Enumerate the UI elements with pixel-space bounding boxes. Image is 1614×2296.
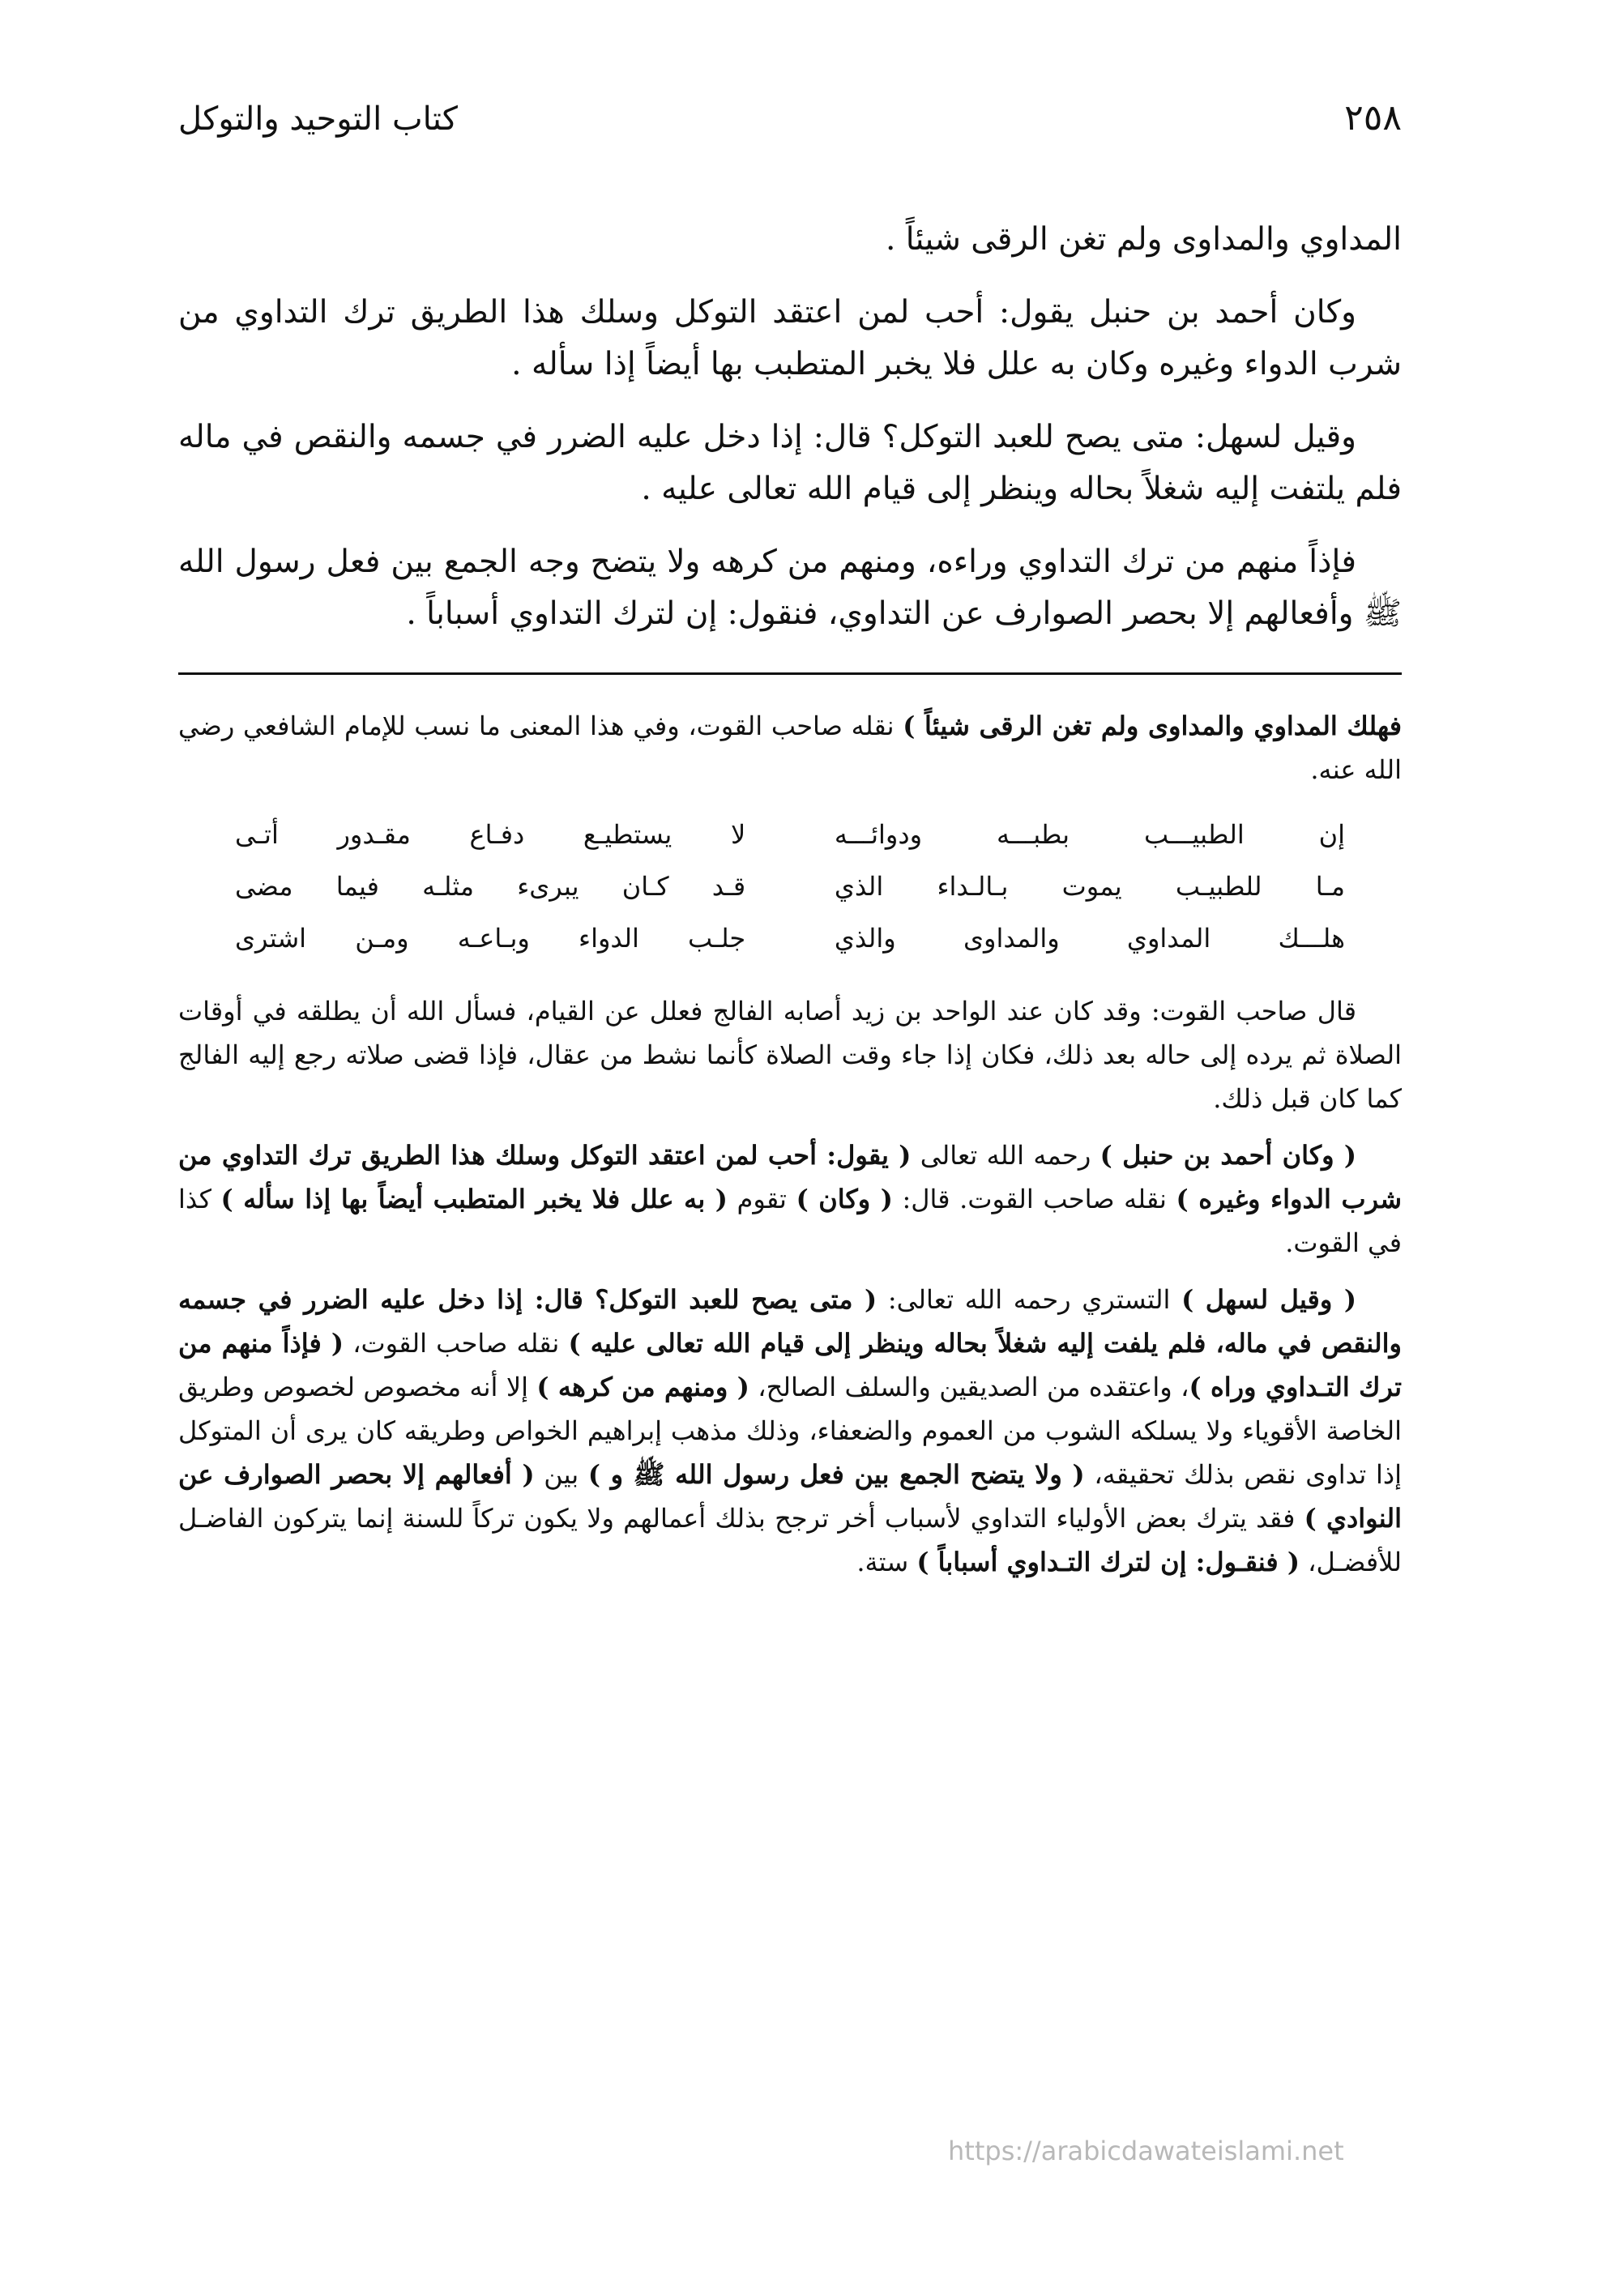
commentary-text: فقد يترك بعض الأولياء التداوي لأسباب أخر ترجح بذلك أعمالهم ولا يكون تركاً للسنة إنما يتركون الفاضـل للأفضـل، bbox=[178, 1503, 1402, 1577]
commentary-text: كذا في القوت. bbox=[178, 1184, 1402, 1258]
poem-verse bbox=[235, 813, 1345, 864]
book-page bbox=[178, 97, 1402, 1597]
quoted-text: ( ولا يتضح الجمع بين فعل رسول الله ﷺ و ) bbox=[587, 1459, 1085, 1490]
poem-hemistich: قـد كـان يبرىء مثلـه فيما مضى bbox=[235, 871, 746, 902]
commentary-text: رحمه الله تعالى bbox=[911, 1140, 1100, 1171]
commentary-text: نقله صاحب القوت، bbox=[344, 1328, 569, 1359]
commentary-text: ، واعتقده من الصديقين والسلف الصالح، bbox=[749, 1372, 1189, 1402]
poem-verse bbox=[235, 864, 1345, 916]
main-paragraph-4: فإذاً منهم من ترك التداوي وراءه، ومنهم من كرهه ولا يتضح وجه الجمع بين فعل رسول الله ﷺ وأفعالهم إلا بحصر الصوارف عن التداوي، فنقول: إن لترك التداوي أسباباً . bbox=[178, 544, 1402, 632]
quoted-text: فهلك المداوي والمداوى ولم تغن الرقى شيئاً ) bbox=[903, 711, 1403, 741]
poem-hemistich: هلـــك المداوي والمداوى والذي bbox=[834, 923, 1345, 954]
quoted-text: ( فإذاً منهم من ترك التـداوي وراه ) bbox=[178, 1328, 1403, 1402]
commentary-text: نقله صاحب القوت، وفي هذا المعنى ما نسب للإمام الشافعي رضي الله عنه. bbox=[178, 711, 1402, 785]
commentary-text: إلا أنه مخصوص لخصوص وطريق الخاصة الأقوياء ولا يسلكه الشوب من العموم والضعفاء، وذلك مذهب إبراهيم الخواص وطريقه كان يرى أن المتوكل إذا تداوى نقص بذلك تحقيقه، bbox=[178, 1372, 1403, 1490]
quoted-text: ( ومنهم من كرهه ) bbox=[536, 1372, 749, 1402]
commentary-text: تقوم bbox=[727, 1184, 796, 1214]
main-paragraph-1: المداوي والمداوى ولم تغن الرقى شيئاً . bbox=[886, 221, 1402, 258]
quoted-text: ( وكان ) bbox=[796, 1184, 893, 1214]
poem-hemistich: إن الطبيـــب بطبـــه ودوائـــه bbox=[834, 819, 1345, 850]
commentary bbox=[178, 704, 1402, 1584]
poem-hemistich: مـا للطبيـب يموت بـالـداء الذي bbox=[834, 871, 1345, 902]
footnote-divider bbox=[178, 672, 1402, 675]
main-paragraph-2: وكان أحمد بن حنبل يقول: أحب لمن اعتقد التوكل وسلك هذا الطريق ترك التداوي من شرب الدواء وغيره وكان به علل فلا يخبر المتطبب بها أيضاً إذا سأله . bbox=[178, 294, 1402, 382]
quoted-text: ( وقيل لسهل ) bbox=[1181, 1284, 1357, 1315]
quoted-text: ( يقول: أحب لمن اعتقد التوكل وسلك هذا الطريق ترك التداوي من شرب الدواء وغيره ) bbox=[178, 1140, 1403, 1214]
poem-hemistich: لا يستطيـع دفـاع مقـدور أتـى bbox=[235, 819, 746, 850]
quoted-text: ( وكان أحمد بن حنبل ) bbox=[1099, 1140, 1357, 1171]
page-header bbox=[178, 97, 1402, 162]
quoted-text: ( أفعالهم إلا بحصر الصوارف عن النوادي ) bbox=[178, 1459, 1403, 1534]
main-text bbox=[178, 214, 1402, 640]
main-paragraph-3: وقيل لسهل: متى يصح للعبد التوكل؟ قال: إذا دخل عليه الضرر في جسمه والنقص في ماله فلم يلتفت إليه شغلاً بحاله وينظر إلى قيام الله تعالى عليه . bbox=[178, 419, 1402, 507]
book-title: كتاب التوحيد والتوكل bbox=[178, 100, 458, 138]
poem-hemistich: جلـب الدواء وبـاعـه ومـن اشترى bbox=[235, 923, 746, 954]
watermark-url: https://arabicdawateislami.net bbox=[948, 2136, 1344, 2166]
quoted-text: ( متى يصح للعبد التوكل؟ قال: إذا دخل عليه الضرر في جسمه والنقص في ماله، فلم يلفت إليه شغلاً بحاله وينظر إلى قيام الله تعالى عليه ) bbox=[178, 1284, 1403, 1359]
commentary-text: بين bbox=[534, 1459, 588, 1490]
poem-verse bbox=[235, 916, 1345, 968]
quoted-text: ( به علل فلا يخبر المتطبب أيضاً بها إذا سأله ) bbox=[220, 1184, 728, 1214]
commentary-text: ستة. bbox=[856, 1547, 917, 1577]
poem bbox=[235, 813, 1345, 968]
commentary-paragraph-2: قال صاحب القوت: وقد كان عند الواحد بن زيد أصابه الفالج فعلل عن القيام، فسأل الله أن يطلقه في أوقات الصلاة ثم يرده إلى حاله بعد ذلك، فكان إذا جاء وقت الصلاة كأنما نشط من عقال، فإذا قضى صلاته رجع إليه الفالج كما كان قبل ذلك. bbox=[178, 996, 1403, 1114]
page-number: ٢٥٨ bbox=[1344, 97, 1402, 139]
quoted-text: ( فنقـول: إن لترك التـداوي أسباباً ) bbox=[916, 1547, 1300, 1577]
commentary-text: نقله صاحب القوت. قال: bbox=[892, 1184, 1176, 1214]
commentary-paragraph-1 bbox=[178, 704, 1402, 792]
commentary-text: التستري رحمه الله تعالى: bbox=[877, 1284, 1182, 1315]
commentary-paragraph-4 bbox=[178, 1278, 1402, 1584]
commentary-paragraph-3 bbox=[178, 1133, 1402, 1265]
